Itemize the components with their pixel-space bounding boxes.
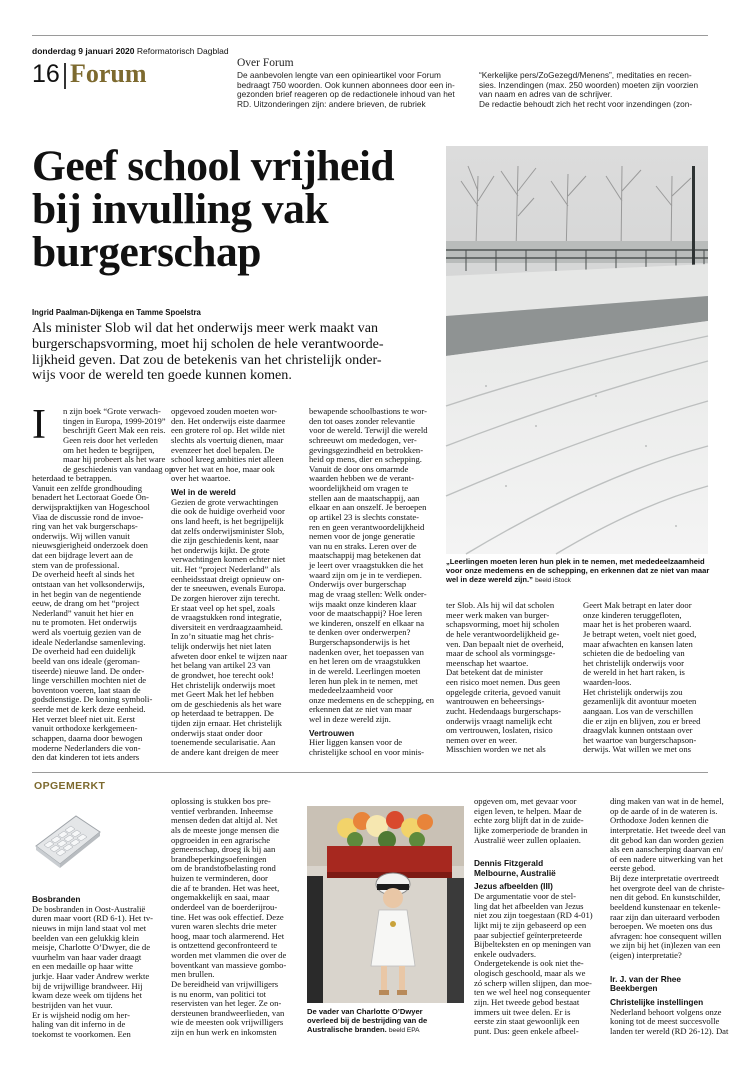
body-line: (eigen) interpretatie? bbox=[610, 950, 682, 960]
body-line: waarden-loos. bbox=[583, 677, 632, 687]
body-line: evenzeer het doel bepalen. De bbox=[171, 444, 275, 455]
body-line: raar zijn dan uiteraard verboden bbox=[610, 911, 720, 922]
headline-line: Geef school vrijheid bbox=[32, 142, 395, 190]
body-line: op de aarde of in de wateren is. bbox=[610, 805, 718, 816]
body-line: nemen voor de jonge generatie bbox=[309, 531, 415, 542]
body-line: het belang van artikel 23 van bbox=[171, 660, 271, 671]
body-line: waarden hebben we de verant- bbox=[309, 473, 414, 484]
body-line: beroepen. We moeten ons dus bbox=[610, 921, 713, 932]
signature-name: Dennis Fitzgerald bbox=[474, 858, 544, 869]
keyboard-illustration bbox=[30, 806, 102, 874]
dateline-date: donderdag 9 januari 2020 bbox=[32, 46, 135, 56]
body-line: ons land heeft, is het begrijpelijk bbox=[171, 515, 284, 526]
body-line: moderne Nederlanders die von- bbox=[32, 742, 141, 753]
body-line: De bosbranden in Oost-Australië bbox=[32, 903, 146, 914]
body-line: ter Slob. Als hij wil dat scholen bbox=[446, 600, 555, 610]
body-line: een grotere rol op. Het wilde niet bbox=[171, 425, 285, 436]
body-line: zó scherp willen slijpen, dan moe- bbox=[474, 977, 592, 988]
spacer bbox=[474, 845, 609, 859]
body-line: in de wereld. Leerlingen moeten bbox=[309, 665, 421, 676]
body-line: opgelegde criteria, gevoed vanuit bbox=[446, 686, 561, 697]
body-line: je leert over vraagstukken die het bbox=[309, 560, 424, 570]
over-forum-col-1 bbox=[237, 71, 459, 109]
body-line: bij de vrijwillige brandweer. Hij bbox=[32, 980, 143, 991]
body-line: meer werk maken van burger- bbox=[446, 609, 550, 620]
body-line: nemen over en weer. bbox=[446, 734, 518, 745]
body-line: het christelijk onderwijs voor bbox=[583, 657, 684, 668]
body-line: mededeelzaamheid voor bbox=[309, 685, 393, 696]
body-line: stem van de professional. bbox=[32, 559, 120, 570]
section-title: Forum bbox=[70, 59, 147, 88]
over-forum-line: bedraagt 750 woorden. Ook kunnen abonnees door een in- bbox=[237, 79, 455, 90]
article-col-1-top bbox=[63, 407, 188, 474]
body-line: afweten door enkel te wijzen naar bbox=[171, 650, 288, 661]
opgemerkt-photo-girl-helmet bbox=[307, 806, 464, 1003]
body-line: draagvlak kunnen ontstaan over bbox=[583, 725, 693, 736]
body-line: Viaa de discussie rond de invoe- bbox=[32, 511, 144, 522]
page-number-divider bbox=[64, 63, 66, 89]
body-line: duren maar voort (RD 6-1). Het tv- bbox=[32, 913, 153, 924]
body-line: onderwijs vraagt namelijk echt bbox=[446, 715, 553, 726]
over-forum-line: RD. Uitzonderingen zijn: andere brieven, de rubriek bbox=[237, 98, 426, 109]
caption-line: Australische branden. bbox=[307, 1025, 387, 1035]
article-col-3 bbox=[309, 407, 444, 758]
body-line: en het leren om de vraagstukken bbox=[309, 656, 421, 667]
body-line: schieten die de bedoeling van bbox=[583, 648, 685, 659]
body-line: wel in deze wereld zijn. bbox=[309, 714, 391, 724]
body-line: worden met vlammen die over de bbox=[171, 950, 287, 960]
body-line: nieuws in mijn land staat vol met bbox=[32, 922, 147, 933]
body-line: erkennen dat ze niet van maar bbox=[309, 704, 412, 715]
article-headline bbox=[32, 142, 440, 276]
body-line: een risico moet nemen. Dus geen bbox=[446, 677, 561, 687]
body-line: Geert Mak betrapt en later door bbox=[583, 600, 692, 610]
over-forum-line: De redactie behoudt zich het recht voor inzendingen (zon- bbox=[479, 98, 693, 109]
body-line: voor de maatschappij? Hoe leren bbox=[309, 608, 423, 619]
body-line: de vraagstukken rond integratie, bbox=[171, 612, 282, 623]
signature-place: Melbourne, Australië bbox=[474, 867, 556, 878]
body-line: dat zelfs onderwijsminister Slob, bbox=[171, 525, 285, 536]
body-line: ring van het vak burgerschaps- bbox=[32, 521, 138, 532]
body-line: Nederland behoort volgens onze bbox=[610, 1006, 722, 1017]
caption-line: „Leerlingen moeten leren hun plek in te nemen, met mededeelzaamheid bbox=[446, 557, 705, 566]
body-line: punt. Dus: geen enkele afbeel- bbox=[474, 1025, 579, 1036]
body-line: de hele verantwoordelijkheid ge- bbox=[446, 628, 560, 639]
body-line: den tot oases zonder relevantie bbox=[309, 415, 415, 426]
body-line: Het christelijk onderwijs moet bbox=[171, 679, 276, 690]
signature-name: Ir. J. van der Rhee bbox=[610, 973, 682, 984]
article-col-5 bbox=[583, 601, 710, 755]
top-rule bbox=[32, 35, 708, 36]
body-line: benadert het Lectoraat Goede On- bbox=[32, 492, 149, 503]
lead-line: burgerschapsvorming, moet hij scholen de hele verantwoorde- bbox=[32, 335, 384, 352]
body-line: het onderwijs kijkt. De grote bbox=[171, 544, 270, 555]
over-forum-col-2 bbox=[479, 71, 701, 109]
body-line: landen ter wereld (RD 26-12). Dat bbox=[610, 1025, 729, 1036]
caption-credit: beeld iStock bbox=[535, 577, 571, 585]
body-line: die ook de huidige overheid voor bbox=[171, 506, 285, 517]
body-line: Vanuit de door ons omarmde bbox=[309, 463, 409, 474]
body-line: maar de school als vormingsge- bbox=[446, 648, 556, 659]
body-line: Ondergetekende is ook niet the- bbox=[474, 958, 584, 969]
body-line: kwam deze week om tijdens het bbox=[32, 990, 143, 1001]
body-line: zijn en hun werk en inkomsten bbox=[171, 1027, 277, 1037]
body-line: hoog, maar toch alarmerend. Het bbox=[171, 930, 285, 941]
over-forum-line: De aanbevolen lengte van een opinieartikel voor Forum bbox=[237, 70, 441, 80]
body-line: ling dat het afbeelden van Jezus bbox=[474, 900, 584, 911]
subheading-jezus-afbeelden: Jezus afbeelden (III) bbox=[474, 881, 553, 892]
body-line: heterdaad te betrappen. bbox=[32, 473, 112, 483]
subheading-christelijke-instellingen: Christelijke instellingen bbox=[610, 996, 704, 1007]
spacer bbox=[610, 961, 710, 975]
body-line: meisje, Charlotte O’Dwyer, die de bbox=[32, 942, 151, 953]
body-line: te denken over onderwerpen? bbox=[309, 627, 411, 638]
body-line: maar afwachten en kansen laten bbox=[583, 638, 693, 649]
body-line: opgeven om, met gevaar voor bbox=[474, 796, 577, 806]
body-line: om de brandstofbelasting rond bbox=[171, 863, 276, 874]
body-line: met Geert Mak het lef hebben bbox=[171, 689, 274, 700]
body-line: telijk onderwijs het niet laten bbox=[171, 641, 272, 651]
body-line: Gezien de grote verwachtingen bbox=[171, 496, 279, 507]
headline-line: burgerschap bbox=[32, 228, 261, 276]
body-line: Er is wijsheid nodig om her- bbox=[32, 1009, 130, 1020]
body-line: om het heden te begrijpen, bbox=[63, 444, 155, 455]
body-line: of een nadere uitwerking van het bbox=[610, 853, 723, 864]
caption-line: voor onze medemens en de schepping, en erkennen dat ze niet van maar bbox=[446, 566, 710, 576]
body-line: onze kinderen teruggefloten, bbox=[583, 609, 682, 620]
body-line: In zo’n situatie mag het chris- bbox=[171, 631, 274, 642]
over-forum-line: gezonden brief reageren op de redactionele inhoud van het bbox=[237, 89, 455, 100]
body-line: als de meeste jonge mensen die bbox=[171, 824, 280, 835]
signature-place: Beekbergen bbox=[610, 983, 658, 994]
body-line: eenheidsstaat dreigt opnieuw on- bbox=[171, 573, 285, 584]
body-line: Bij deze interpretatie overtreedt bbox=[610, 873, 720, 883]
body-line: de geschiedenis van vandaag op bbox=[63, 463, 174, 474]
body-line: uit. Het “project Nederland” als bbox=[171, 564, 281, 574]
body-line: gemeenschap, droeg ik bij aan bbox=[171, 844, 276, 855]
headline-line: bij invulling vak bbox=[32, 185, 329, 233]
opgemerkt-col-3 bbox=[474, 797, 609, 1036]
body-line: Geen reis door het verleden bbox=[63, 434, 158, 445]
body-line: boventkant van massieve gombo- bbox=[171, 959, 287, 970]
body-line: de grondwet, hoe terecht ook! bbox=[171, 669, 274, 680]
body-line: we kinderen, onszelf en elkaar na bbox=[309, 617, 425, 628]
body-line: tijden zijn ernaar. Het christelijk bbox=[171, 718, 282, 728]
body-line: woordelijkheid om vragen te bbox=[309, 483, 409, 493]
body-line: Er staat veel op het spel, zoals bbox=[171, 602, 275, 613]
body-line: als een aanscherping daarvan en/ bbox=[610, 844, 724, 855]
body-line: vuren waren slechts drie meter bbox=[171, 921, 277, 932]
subheading-vertrouwen: Vertrouwen bbox=[309, 727, 355, 738]
body-line: De overheid had een duidelijk bbox=[32, 646, 136, 657]
body-line: ven. Dan bepaalt niet de overheid, bbox=[446, 638, 564, 649]
body-line: wantrouwen en beheersings- bbox=[446, 696, 545, 707]
body-line: brandbeperkingsoefeningen bbox=[171, 853, 267, 864]
body-line: gezamenlijk dit avontuur moeten bbox=[583, 696, 697, 707]
body-line: de andere kant dreigen de meer bbox=[171, 746, 279, 757]
article-photo-snowy-road bbox=[446, 146, 708, 554]
article-col-2 bbox=[171, 407, 306, 758]
body-line: jurkje. Haar vader Andrew werkte bbox=[32, 971, 150, 981]
body-line: ongemakkelijk en saai, maar bbox=[171, 892, 270, 903]
body-line: meenschap het waartoe. bbox=[446, 657, 529, 668]
body-line: zijn. Het tweede gebod bestaat bbox=[474, 996, 580, 1007]
lead-line: wijs voor de wereld ten goede kunnen komen. bbox=[32, 367, 292, 384]
opgemerkt-col-2 bbox=[171, 797, 306, 1038]
article-photo-caption bbox=[446, 557, 708, 586]
body-line: maar het is het proberen waard. bbox=[583, 619, 692, 630]
body-line: nu te promoten. Het onderwijs bbox=[32, 617, 137, 628]
body-line: den dat kinderen tot iets anders bbox=[32, 752, 140, 763]
body-line: gevingsgezindheid en betrokken- bbox=[309, 444, 424, 455]
over-forum-line: sies. Inzendingen (max. 250 woorden) moeten zijn voorzien bbox=[479, 79, 699, 90]
body-line: beelden van een gelukkig klein bbox=[32, 932, 139, 943]
body-line: in het begin van de negentiende bbox=[32, 588, 142, 599]
over-forum-title: Over Forum bbox=[237, 57, 294, 69]
body-line: derwijs. Wat willen we met ons bbox=[583, 744, 691, 755]
body-line: linge verschillen mochten niet de bbox=[32, 675, 147, 686]
body-line: Vanuit een zelfde grondhouding bbox=[32, 482, 143, 493]
caption-credit: beeld EPA bbox=[388, 1027, 420, 1035]
body-line: eeuw, de drang om het “project bbox=[32, 598, 140, 609]
body-line: enkele oudvaders. bbox=[474, 948, 537, 959]
body-line: ventief verbranden. Inheemse bbox=[171, 805, 273, 816]
body-line: eerste zin staat gewoonlijk een bbox=[474, 1016, 580, 1027]
body-line: het overgrote deel van de christe- bbox=[610, 882, 725, 893]
body-line: oplossing is stukken bos pre- bbox=[171, 796, 271, 806]
body-line: van nu en straks. Leren over de bbox=[309, 540, 417, 551]
body-line: diversiteit en verdraagzaamheid. bbox=[171, 621, 283, 632]
body-line: school kreeg ambities niet alleen bbox=[171, 454, 284, 465]
body-line: tiseerde) nieuwe land. De onder- bbox=[32, 665, 145, 676]
body-line: wijs maakt onze kinderen klaar bbox=[309, 598, 417, 609]
body-line: maatschappij mag betekenen dat bbox=[309, 550, 421, 561]
body-line: ten we wel heel nog consequenter bbox=[474, 987, 591, 998]
body-line: reservisten van het leger. Ze on- bbox=[171, 998, 282, 1009]
body-line: onderdeel van de boerderijrou- bbox=[171, 901, 278, 912]
body-line: nadenken over, het toepassen van bbox=[309, 646, 424, 657]
over-forum-line: “Kerkelijke pers/ZoGezegd/Menens”, meditaties en recen- bbox=[479, 70, 692, 80]
body-line: die zijn geschiedenis kent, naar bbox=[171, 535, 279, 546]
over-forum-line: van naam en adres van de schrijver. bbox=[479, 89, 613, 100]
body-line: bestrijden van het vuur. bbox=[32, 999, 113, 1010]
body-line: die er zijn en blijven, zou er breed bbox=[583, 715, 701, 726]
opgemerkt-col-4 bbox=[610, 796, 729, 1036]
article-byline: Ingrid Paalman-Dijkenga en Tamme Spoelstra bbox=[32, 308, 201, 317]
body-line: beschrijft Geert Mak een reis. bbox=[63, 425, 166, 436]
body-line: De argumentatie voor de stel- bbox=[474, 891, 576, 901]
body-line: Dat betekent dat de minister bbox=[446, 667, 543, 678]
drop-cap: I bbox=[32, 402, 46, 448]
body-line: niet zou zijn toegestaan (RD 4-01) bbox=[474, 910, 593, 921]
body-line: eigen leven, te helpen. Maar de bbox=[474, 805, 582, 816]
body-line: op artikel 23 is slechts constate- bbox=[309, 511, 420, 522]
dateline-paper: Reformatorisch Dagblad bbox=[136, 46, 229, 56]
body-line: Je betrapt weten, voelt niet goed, bbox=[583, 628, 697, 639]
caption-line: overleed bij de bestrijding van de bbox=[307, 1016, 428, 1026]
dateline bbox=[32, 46, 229, 56]
body-line: nieuwsgierigheid onderzoek doen bbox=[32, 540, 148, 551]
body-line: Australië weer zullen oplaaien. bbox=[474, 834, 581, 845]
body-line: Misschien worden we net als bbox=[446, 744, 546, 755]
opgemerkt-photo-caption bbox=[307, 1007, 467, 1036]
body-line: we zijn bij het (in)lezen van een bbox=[610, 940, 721, 951]
body-line: wie de meesten ook vrijwilligers bbox=[171, 1017, 284, 1028]
body-line: ding maken van wat in de hemel, bbox=[610, 796, 724, 806]
body-line: om vertrouwen, loslaten, risico bbox=[446, 725, 553, 736]
body-line: Hier liggen kansen voor de bbox=[309, 737, 403, 748]
body-line: waard zijn om je in te verdiepen. bbox=[309, 569, 422, 580]
body-line: ren en geen verantwoordelijkheid bbox=[309, 521, 425, 532]
subheading-bosbranden: Bosbranden bbox=[32, 894, 81, 904]
body-line: beeld van ons ideale (geroman- bbox=[32, 655, 140, 666]
opgemerkt-rule bbox=[32, 772, 708, 773]
body-line: seerde met de kerk deze eenheid. bbox=[32, 704, 146, 714]
body-line: tingen in Europa, 1999-2019” bbox=[63, 415, 166, 426]
body-line: Onderwijs over burgerschap bbox=[309, 579, 407, 590]
subheading-wel-in-de-wereld: Wel in de wereld bbox=[171, 487, 236, 497]
opgemerkt-label: OPGEMERKT bbox=[34, 780, 106, 792]
body-line: heid op mens, dier en schepping. bbox=[309, 454, 422, 465]
body-line: stellen aan de maatschappij, aan bbox=[309, 492, 420, 503]
body-line: om de geschiedenis als het ware bbox=[171, 698, 282, 709]
body-line: beeldend kunstenaar en tekenle- bbox=[610, 901, 721, 912]
body-line: aangaan. Los van de verschillen bbox=[583, 705, 694, 716]
body-line: de wereld in het hart raken, is bbox=[583, 667, 685, 678]
body-line: ideale Nederlandse samenleving. bbox=[32, 636, 146, 647]
body-line: elkaar en aan onszelf. Je beroepen bbox=[309, 502, 427, 513]
body-line: dersteunen brandweerlieden, van bbox=[171, 1007, 285, 1018]
body-line: onderwijs. Wij willen vanuit bbox=[32, 530, 130, 541]
body-line: schreeuwt om mededogen, ver- bbox=[309, 434, 417, 445]
body-line: onderwijs staat onder door bbox=[171, 727, 263, 738]
body-line: immers uit twee delen. Er is bbox=[474, 1006, 571, 1017]
body-line: tine. Het was ook effectief. Deze bbox=[171, 911, 284, 922]
body-line: leren hun plek in te nemen, met bbox=[309, 675, 418, 686]
caption-line: De vader van Charlotte O’Dwyer bbox=[307, 1007, 423, 1016]
caption-line: wel in deze wereld zijn.” bbox=[446, 575, 533, 585]
body-line: boventoon voeren, laat staan de bbox=[32, 684, 141, 695]
body-line: nen dit gebod. En kunstschilder, bbox=[610, 892, 721, 903]
body-line: huizen te verminderen, door bbox=[171, 873, 268, 883]
lead-line: lijkheid geven. Dat zou de betekenis van het christelijk onder- bbox=[32, 351, 382, 368]
body-line: en een medaille op haar witte bbox=[32, 961, 133, 972]
body-line: op heterdaad te betrappen. De bbox=[171, 708, 274, 719]
body-line: toenemende secularisatie. Aan bbox=[171, 737, 276, 748]
body-line: mag de vraag stellen: Welk onder- bbox=[309, 588, 427, 599]
body-line: het waartoe van burgerschapson- bbox=[583, 734, 697, 745]
body-line: die af te branden. Het was heet, bbox=[171, 882, 280, 893]
body-line: echte zorg blijft dat in de zuide- bbox=[474, 815, 584, 826]
body-line: ontstaan van het volksonderwijs, bbox=[32, 578, 145, 589]
body-line: ologisch geschoold, maar als we bbox=[474, 968, 586, 978]
body-line: is ontzettend geconfronteerd te bbox=[171, 940, 278, 951]
body-line: koning tot de meest succesvolle bbox=[610, 1016, 720, 1027]
body-line: christelijke school en voor minis- bbox=[309, 746, 425, 757]
body-line: afvragen: hoe consequent willen bbox=[610, 930, 722, 941]
body-line: Het verzet bleef niet uit. Eerst bbox=[32, 713, 136, 724]
body-line: maar hij probeert als het ware bbox=[63, 454, 166, 465]
body-line: Orthodoxe Joden kennen die bbox=[610, 815, 709, 826]
body-line: dit gebod kan dan worden gezien bbox=[610, 834, 724, 845]
body-line: toekomst te voorkomen. Een bbox=[32, 1028, 131, 1039]
body-line: is nu enorm, van politici tot bbox=[171, 988, 266, 999]
body-line: De bereidheid van vrijwilligers bbox=[171, 978, 279, 989]
body-line: voor de wereld. Terwijl die wereld bbox=[309, 425, 428, 436]
opgemerkt-col-1 bbox=[32, 895, 167, 1039]
body-line: De overheid heeft al sinds het bbox=[32, 569, 135, 580]
body-line: vuurhelm van haar vader draagt bbox=[32, 951, 142, 962]
body-line: Bijbelteksten en op meningen van bbox=[474, 939, 591, 950]
body-line: Het christelijk onderwijs zou bbox=[583, 686, 683, 697]
body-line: zucht. Hedendaags burgerschaps- bbox=[446, 705, 562, 716]
body-line: vanuit orthodoxe kerkgemeen- bbox=[32, 723, 138, 734]
article-col-4 bbox=[446, 601, 576, 755]
body-line: men brullen. bbox=[171, 969, 215, 980]
body-line: paar subjectief geïnterpreteerde bbox=[474, 929, 583, 940]
body-line: derwijspraktijken van Hogeschool bbox=[32, 501, 150, 512]
body-line: haling van dit inferno in de bbox=[32, 1019, 126, 1030]
body-line: den. Het onderwijs eiste daarmee bbox=[171, 415, 286, 426]
body-line: onze medemens en de schepping, en bbox=[309, 694, 435, 705]
body-line: schapsvorming, moet hij scholen bbox=[446, 619, 560, 630]
lead-line: Als minister Slob wil dat het onderwijs meer werk maakt van bbox=[32, 320, 379, 336]
body-line: slechts als voertuig dienen, maar bbox=[171, 434, 284, 445]
body-line: opgroeiden in een agrarische bbox=[171, 834, 271, 845]
body-line: n zijn boek “Grote verwach- bbox=[63, 406, 161, 416]
body-line: lijke zomerperiode de branden in bbox=[474, 824, 588, 835]
article-lead bbox=[32, 321, 440, 384]
body-line: over het waartoe. bbox=[171, 473, 231, 484]
body-line: opgevoed zouden moeten wor- bbox=[171, 406, 278, 416]
body-line: dat een bijdrage levert aan de bbox=[32, 550, 133, 560]
page-number: 16 bbox=[32, 60, 60, 88]
body-line: Nederland” vanuit het hier en bbox=[32, 607, 134, 618]
body-line: mensen deden dat altijd al. Net bbox=[171, 815, 278, 826]
body-line: verwachtingen komen echter niet bbox=[171, 554, 286, 565]
body-line: over het wat en hoe, maar ook bbox=[171, 463, 275, 474]
body-line: werd als voertuig gezien van de bbox=[32, 627, 142, 637]
body-line: interpretatie. Het tweede deel van bbox=[610, 824, 726, 835]
body-line: bewapende schoolbastions te wor- bbox=[309, 406, 427, 416]
body-line: schappen, daarna door bewogen bbox=[32, 732, 143, 743]
body-line: godsdienstige. De koning symboli- bbox=[32, 694, 153, 705]
body-line: De zorgen hierover zijn terecht. bbox=[171, 592, 280, 603]
body-line: eerste gebod. bbox=[610, 863, 656, 874]
body-line: Burgerschapsonderwijs is het bbox=[309, 637, 411, 647]
body-line: der te sneeuwen, evenals Europa. bbox=[171, 583, 286, 594]
body-line: lijkt mij te zijn gebaseerd op een bbox=[474, 919, 587, 930]
article-col-1 bbox=[32, 474, 186, 763]
